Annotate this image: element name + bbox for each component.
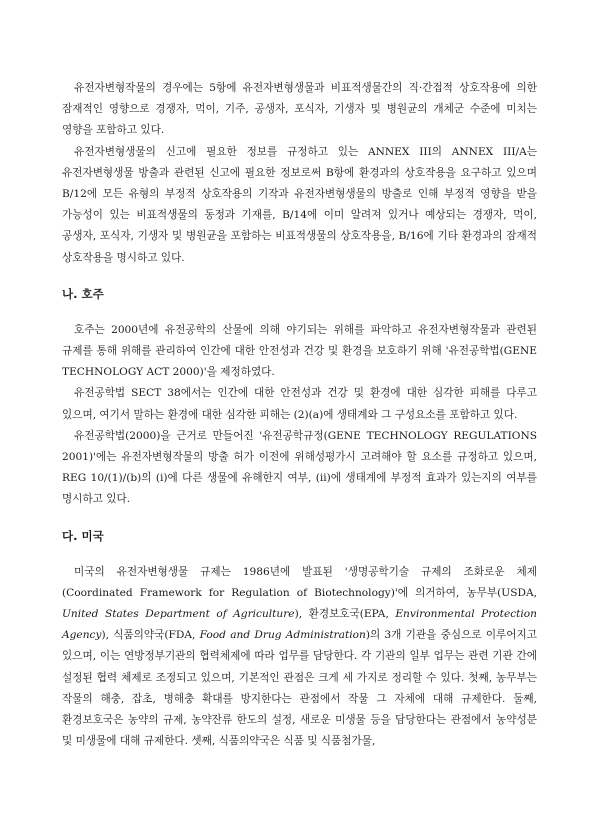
agency-name-epa: Environmental Protection Agency: [62, 608, 537, 642]
section-heading-usa: 다. 미국: [62, 528, 104, 543]
agency-name-fda: Food and Drug Administration: [199, 629, 366, 642]
agency-name-usda: United States Department of Agriculture: [62, 608, 295, 621]
paragraph-sect-38: 유전공학법 SECT 38에서는 인간에 대한 안전성과 건강 및 환경에 대한 심각한 피해를 다루고 있으며, 여기서 말하는 환경에 대한 심각한 피해는 (2)(a)에 생태계와 그 구성요소를 포함하고 있다.: [62, 387, 537, 421]
section-heading-australia: 나. 호주: [62, 286, 104, 301]
text-run: ), 식품의약국(FDA,: [101, 629, 200, 642]
text-run: ), 환경보호국(EPA,: [294, 608, 396, 621]
text-run: )의 3개 기관을 중심으로 이루어지고 있으며, 이는 연방정부기관의 협력체제에 따라 업무를 담당한다. 각 기관의 일부 업무는 관련 기관 간에 설정된 협력 체제로 조정되고 있으며, 기본적인 관점은 크게 세 가지로 정리할 수 있다. 첫째, 농무부는 작물의 해충, 잡초, 병해충 확대를 방지한다는 관점에서 작물 그 자체에 대해 규제한다. 둘째, 환경보호국은 농약의 규제, 농약잔류 한도의 설정, 새로운 미생물 등을 담당한다는 관점에서 농약성분 및 미생물에 대해 규제한다. 셋째, 식품의약국은 식품 및 식품첨가물,: [62, 629, 537, 748]
text-run: 미국의 유전자변형생물 규제는 1986년에 발표된 '생명공학기술 규제의 조화로운 체제(Coordinated Framework for Regulation of Biotechnology)'에 의거하여, 농무부(USDA,: [62, 565, 537, 599]
paragraph-gene-tech-regulations: 유전공학법(2000)을 근거로 만들어진 '유전공학규정(GENE TECHNOLOGY REGULATIONS 2001)'에는 유전자변형작물의 방출 허가 이전에 위해성평가시 고려해야 할 요소를 규정하고 있으며, REG 10/(1)/(b)의 (i)에 다른 생물에 유해한지 여부, (ii)에 생태계에 부정적 효과가 있는지의 여부를 명시하고 있다.: [62, 429, 537, 506]
document-page: [62, 78, 537, 752]
paragraph-annex-iii: 유전자변형생물의 신고에 필요한 정보를 규정하고 있는 ANNEX III의 ANNEX III/A는 유전자변형생물 방출과 관련된 신고에 필요한 정보로써 B항에 환경과의 상호작용을 요구하고 있으며 B/12에 모든 유형의 부정적 상호작용의 기작과 유전자변형생물의 방출로 인해 부정적 영향을 받을 가능성이 있는 비표적생물의 동정과 기재를, B/14에 이미 알려져 있거나 예상되는 경쟁자, 먹이, 공생자, 포식자, 기생자 및 병원균을 포함하는 비표적생물의 상호작용을, B/16에 기타 환경과의 잠재적 상호작용을 명시하고 있다.: [62, 145, 537, 264]
paragraph-gm-crops-interaction: 유전자변형작물의 경우에는 5항에 유전자변형생물과 비표적생물간의 직·간접적 상호작용에 의한 잠재적인 영향으로 경쟁자, 먹이, 기주, 공생자, 포식자, 기생자 및 병원균의 개체군 수준에 미치는 영향을 포함하고 있다.: [62, 82, 537, 137]
paragraph-australia-act: 호주는 2000년에 유전공학의 산물에 의해 야기되는 위해를 파악하고 유전자변형작물과 관련된 규제를 통해 위해를 관리하여 인간에 대한 안전성과 건강 및 환경을 보호하기 위해 '유전공학법(GENE TECHNOLOGY ACT 2000)'을 제정하였다.: [62, 323, 537, 379]
paragraph-usa-framework: [62, 562, 537, 753]
